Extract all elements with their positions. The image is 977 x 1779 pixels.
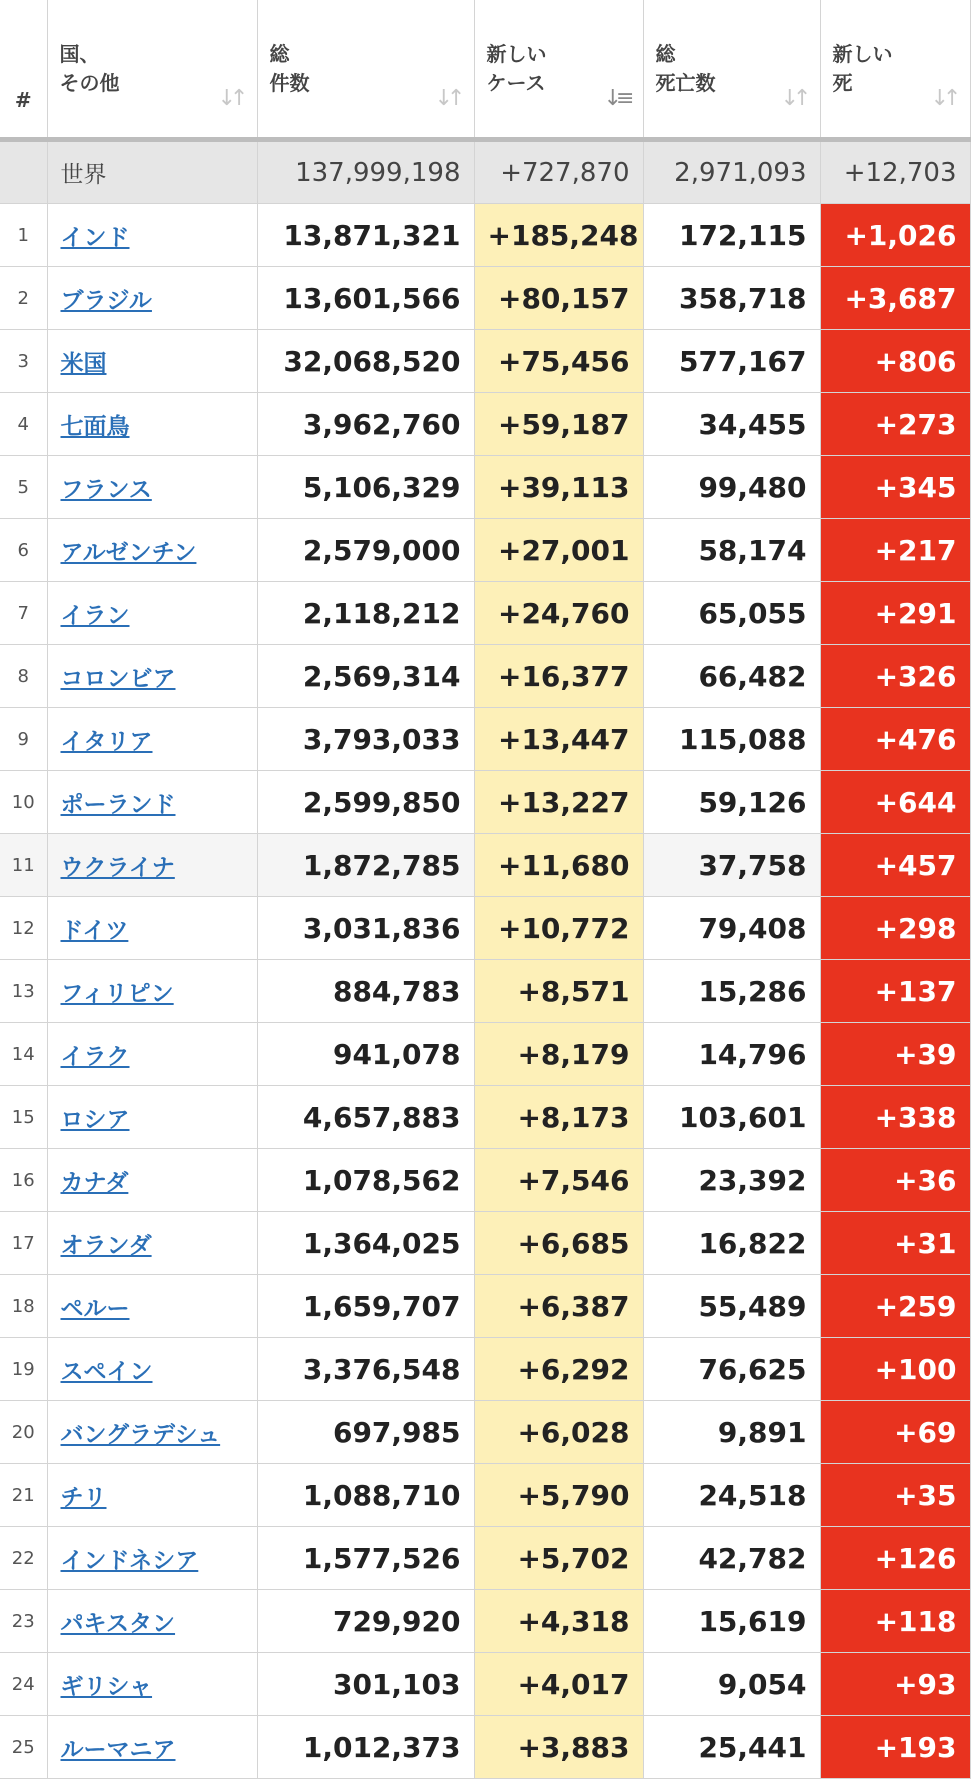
country-link[interactable]: イラン: [60, 602, 130, 629]
total-deaths-cell: 358,718: [643, 267, 820, 330]
new-cases-cell: +6,028: [474, 1401, 643, 1464]
total-deaths-cell: 59,126: [643, 771, 820, 834]
new-deaths-cell: +291: [820, 582, 970, 645]
total-deaths-cell: 14,796: [643, 1023, 820, 1086]
country-cell: [47, 897, 257, 960]
table-row: [0, 1149, 970, 1212]
total-deaths-cell: 103,601: [643, 1086, 820, 1149]
new-deaths-cell: +39: [820, 1023, 970, 1086]
total-cases-cell: 1,078,562: [257, 1149, 474, 1212]
total-cases-cell: 2,579,000: [257, 519, 474, 582]
rank-cell: 9: [0, 708, 47, 771]
new-deaths-cell: +259: [820, 1275, 970, 1338]
new-cases-cell: +6,387: [474, 1275, 643, 1338]
table-row: [0, 1464, 970, 1527]
table-row: [0, 1275, 970, 1338]
new-cases-cell: +4,318: [474, 1590, 643, 1653]
country-link[interactable]: バングラデシュ: [60, 1421, 221, 1448]
world-new-cases: +727,870: [474, 140, 643, 204]
total-deaths-cell: 66,482: [643, 645, 820, 708]
country-link[interactable]: アルゼンチン: [60, 539, 197, 566]
total-deaths-cell: 172,115: [643, 204, 820, 267]
new-cases-cell: +5,790: [474, 1464, 643, 1527]
total-cases-cell: 4,657,883: [257, 1086, 474, 1149]
new-deaths-cell: +126: [820, 1527, 970, 1590]
total-deaths-cell: 65,055: [643, 582, 820, 645]
new-cases-cell: +11,680: [474, 834, 643, 897]
new-deaths-cell: +118: [820, 1590, 970, 1653]
new-cases-cell: +24,760: [474, 582, 643, 645]
sort-arrows-icon[interactable]: ↓↑: [780, 86, 806, 112]
new-deaths-cell: +345: [820, 456, 970, 519]
header-country[interactable]: [47, 0, 257, 140]
new-cases-cell: +5,702: [474, 1527, 643, 1590]
country-link[interactable]: コロンビア: [60, 665, 176, 692]
rank-cell: 18: [0, 1275, 47, 1338]
total-deaths-cell: 76,625: [643, 1338, 820, 1401]
new-deaths-cell: +806: [820, 330, 970, 393]
new-cases-cell: +185,248: [474, 204, 643, 267]
table-body: [0, 140, 970, 1779]
rank-cell: 24: [0, 1653, 47, 1716]
country-cell: [47, 582, 257, 645]
header-rank[interactable]: #: [0, 0, 47, 140]
country-cell: [47, 771, 257, 834]
rank-cell: 1: [0, 204, 47, 267]
new-cases-cell: +59,187: [474, 393, 643, 456]
total-deaths-cell: 37,758: [643, 834, 820, 897]
new-deaths-cell: +137: [820, 960, 970, 1023]
total-deaths-cell: 24,518: [643, 1464, 820, 1527]
header-total-cases-line2: 件数: [269, 70, 310, 95]
new-deaths-cell: +100: [820, 1338, 970, 1401]
new-deaths-cell: +69: [820, 1401, 970, 1464]
rank-cell: 21: [0, 1464, 47, 1527]
country-link[interactable]: フランス: [60, 476, 152, 503]
total-deaths-cell: 23,392: [643, 1149, 820, 1212]
table-row: [0, 834, 970, 897]
header-new-deaths[interactable]: [820, 0, 970, 140]
total-cases-cell: 3,376,548: [257, 1338, 474, 1401]
table-row: [0, 1023, 970, 1086]
total-cases-cell: 13,871,321: [257, 204, 474, 267]
header-total-deaths-line2: 死亡数: [655, 70, 716, 95]
world-new-deaths: +12,703: [820, 140, 970, 204]
new-cases-cell: +6,292: [474, 1338, 643, 1401]
new-cases-cell: +8,173: [474, 1086, 643, 1149]
header-new-cases-line1: 新しい: [486, 41, 547, 66]
table-row: [0, 708, 970, 771]
country-link[interactable]: カナダ: [60, 1169, 129, 1196]
total-deaths-cell: 58,174: [643, 519, 820, 582]
rank-cell: 15: [0, 1086, 47, 1149]
table-row: [0, 456, 970, 519]
country-cell: [47, 834, 257, 897]
country-cell: [47, 960, 257, 1023]
total-cases-cell: 5,106,329: [257, 456, 474, 519]
rank-cell: 23: [0, 1590, 47, 1653]
country-cell: [47, 456, 257, 519]
country-link[interactable]: インドネシア: [60, 1547, 199, 1574]
country-link[interactable]: ルーマニア: [60, 1736, 176, 1763]
table-row: [0, 1716, 970, 1779]
header-country-line2: その他: [59, 70, 120, 95]
header-new-deaths-line1: 新しい: [832, 41, 893, 66]
world-total-deaths: 2,971,093: [643, 140, 820, 204]
country-link[interactable]: ウクライナ: [60, 854, 175, 881]
total-cases-cell: 1,872,785: [257, 834, 474, 897]
country-link[interactable]: スペイン: [60, 1358, 153, 1385]
new-cases-cell: +16,377: [474, 645, 643, 708]
total-deaths-cell: 42,782: [643, 1527, 820, 1590]
total-cases-cell: 32,068,520: [257, 330, 474, 393]
header-country-line1: 国、: [59, 41, 100, 66]
table-row: [0, 1212, 970, 1275]
header-total-cases-line1: 総: [269, 41, 290, 66]
rank-cell: 3: [0, 330, 47, 393]
total-cases-cell: 1,659,707: [257, 1275, 474, 1338]
total-cases-cell: 13,601,566: [257, 267, 474, 330]
new-cases-cell: +8,571: [474, 960, 643, 1023]
table-row: [0, 519, 970, 582]
total-cases-cell: 941,078: [257, 1023, 474, 1086]
new-cases-cell: +13,227: [474, 771, 643, 834]
rank-cell: 12: [0, 897, 47, 960]
rank-cell: 6: [0, 519, 47, 582]
country-link[interactable]: ペルー: [60, 1295, 130, 1322]
country-link[interactable]: パキスタン: [60, 1610, 176, 1637]
sort-arrows-icon[interactable]: ↓↑: [930, 86, 956, 112]
rank-cell: 2: [0, 267, 47, 330]
new-cases-cell: +6,685: [474, 1212, 643, 1275]
country-cell: [47, 1023, 257, 1086]
new-cases-cell: +7,546: [474, 1149, 643, 1212]
country-link[interactable]: ドイツ: [60, 917, 129, 944]
header-total-deaths-line1: 総: [655, 41, 676, 66]
new-deaths-cell: +193: [820, 1716, 970, 1779]
table-row: [0, 645, 970, 708]
country-cell: [47, 1149, 257, 1212]
total-deaths-cell: 9,054: [643, 1653, 820, 1716]
new-deaths-cell: +1,026: [820, 204, 970, 267]
table-row: [0, 1338, 970, 1401]
country-cell: [47, 330, 257, 393]
world-label: 世界: [47, 140, 257, 204]
new-deaths-cell: +217: [820, 519, 970, 582]
new-deaths-cell: +3,687: [820, 267, 970, 330]
total-cases-cell: 2,599,850: [257, 771, 474, 834]
new-deaths-cell: +476: [820, 708, 970, 771]
total-deaths-cell: 16,822: [643, 1212, 820, 1275]
table-row: [0, 1527, 970, 1590]
country-cell: [47, 393, 257, 456]
table-row: [0, 330, 970, 393]
world-total-cases: 137,999,198: [257, 140, 474, 204]
country-link[interactable]: チリ: [60, 1484, 107, 1511]
total-deaths-cell: 15,286: [643, 960, 820, 1023]
new-deaths-cell: +457: [820, 834, 970, 897]
rank-cell: 19: [0, 1338, 47, 1401]
total-deaths-cell: 25,441: [643, 1716, 820, 1779]
country-cell: [47, 519, 257, 582]
rank-cell: 25: [0, 1716, 47, 1779]
total-cases-cell: 2,118,212: [257, 582, 474, 645]
total-deaths-cell: 115,088: [643, 708, 820, 771]
total-deaths-cell: 9,891: [643, 1401, 820, 1464]
world-rank-cell: [0, 140, 47, 204]
total-cases-cell: 1,088,710: [257, 1464, 474, 1527]
world-total-row: [0, 140, 970, 204]
new-cases-cell: +75,456: [474, 330, 643, 393]
rank-cell: 7: [0, 582, 47, 645]
country-cell: [47, 267, 257, 330]
new-cases-cell: +27,001: [474, 519, 643, 582]
rank-cell: 13: [0, 960, 47, 1023]
sort-desc-icon[interactable]: ↓≡: [603, 86, 629, 112]
country-link[interactable]: ロシア: [60, 1106, 130, 1133]
country-link[interactable]: イラク: [60, 1043, 130, 1070]
total-cases-cell: 697,985: [257, 1401, 474, 1464]
new-cases-cell: +8,179: [474, 1023, 643, 1086]
country-cell: [47, 1464, 257, 1527]
new-cases-cell: +13,447: [474, 708, 643, 771]
table-row: [0, 204, 970, 267]
new-deaths-cell: +31: [820, 1212, 970, 1275]
country-cell: [47, 1212, 257, 1275]
country-link[interactable]: インド: [60, 224, 130, 251]
total-deaths-cell: 15,619: [643, 1590, 820, 1653]
rank-cell: 20: [0, 1401, 47, 1464]
country-link[interactable]: 米国: [60, 350, 107, 377]
country-link[interactable]: オランダ: [60, 1232, 152, 1259]
new-deaths-cell: +298: [820, 897, 970, 960]
new-deaths-cell: +273: [820, 393, 970, 456]
total-deaths-cell: 55,489: [643, 1275, 820, 1338]
total-cases-cell: 729,920: [257, 1590, 474, 1653]
country-link[interactable]: イタリア: [60, 728, 153, 755]
new-cases-cell: +3,883: [474, 1716, 643, 1779]
country-cell: [47, 1653, 257, 1716]
total-cases-cell: 1,364,025: [257, 1212, 474, 1275]
table-row: [0, 897, 970, 960]
header-new-cases-line2: ケース: [486, 70, 546, 95]
total-deaths-cell: 34,455: [643, 393, 820, 456]
total-cases-cell: 884,783: [257, 960, 474, 1023]
rank-cell: 5: [0, 456, 47, 519]
country-cell: [47, 1338, 257, 1401]
new-deaths-cell: +93: [820, 1653, 970, 1716]
new-deaths-cell: +338: [820, 1086, 970, 1149]
total-cases-cell: 1,012,373: [257, 1716, 474, 1779]
new-cases-cell: +10,772: [474, 897, 643, 960]
table-row: [0, 1401, 970, 1464]
header-new-cases[interactable]: [474, 0, 643, 140]
country-link[interactable]: ギリシャ: [60, 1673, 153, 1700]
table-row: [0, 582, 970, 645]
total-cases-cell: 3,962,760: [257, 393, 474, 456]
country-link[interactable]: 七面鳥: [60, 413, 130, 440]
country-link[interactable]: ポーランド: [60, 791, 176, 818]
table-row: [0, 267, 970, 330]
country-cell: [47, 204, 257, 267]
table-row: [0, 1086, 970, 1149]
country-cell: [47, 1590, 257, 1653]
rank-cell: 4: [0, 393, 47, 456]
total-deaths-cell: 79,408: [643, 897, 820, 960]
new-deaths-cell: +644: [820, 771, 970, 834]
rank-cell: 8: [0, 645, 47, 708]
country-cell: [47, 1527, 257, 1590]
new-cases-cell: +80,157: [474, 267, 643, 330]
new-deaths-cell: +35: [820, 1464, 970, 1527]
header-total-deaths[interactable]: [643, 0, 820, 140]
sort-arrows-icon[interactable]: ↓↑: [217, 86, 243, 112]
total-cases-cell: 2,569,314: [257, 645, 474, 708]
table-row: [0, 393, 970, 456]
country-cell: [47, 645, 257, 708]
table-row: [0, 960, 970, 1023]
new-cases-cell: +39,113: [474, 456, 643, 519]
country-cell: [47, 1716, 257, 1779]
country-cell: [47, 708, 257, 771]
country-cell: [47, 1086, 257, 1149]
total-cases-cell: 1,577,526: [257, 1527, 474, 1590]
rank-cell: 11: [0, 834, 47, 897]
total-deaths-cell: 99,480: [643, 456, 820, 519]
sort-arrows-icon[interactable]: ↓↑: [434, 86, 460, 112]
total-cases-cell: 3,031,836: [257, 897, 474, 960]
new-cases-cell: +4,017: [474, 1653, 643, 1716]
rank-cell: 17: [0, 1212, 47, 1275]
table-row: [0, 1590, 970, 1653]
table-header: [0, 0, 970, 140]
rank-cell: 10: [0, 771, 47, 834]
table-row: [0, 1653, 970, 1716]
new-deaths-cell: +326: [820, 645, 970, 708]
country-cell: [47, 1401, 257, 1464]
new-deaths-cell: +36: [820, 1149, 970, 1212]
total-cases-cell: 3,793,033: [257, 708, 474, 771]
total-cases-cell: 301,103: [257, 1653, 474, 1716]
header-total-cases[interactable]: [257, 0, 474, 140]
total-deaths-cell: 577,167: [643, 330, 820, 393]
country-link[interactable]: フィリピン: [60, 980, 174, 1007]
country-link[interactable]: ブラジル: [60, 287, 152, 314]
rank-cell: 22: [0, 1527, 47, 1590]
table-row: [0, 771, 970, 834]
rank-cell: 14: [0, 1023, 47, 1086]
country-cell: [47, 1275, 257, 1338]
header-new-deaths-line2: 死: [832, 70, 853, 95]
rank-cell: 16: [0, 1149, 47, 1212]
